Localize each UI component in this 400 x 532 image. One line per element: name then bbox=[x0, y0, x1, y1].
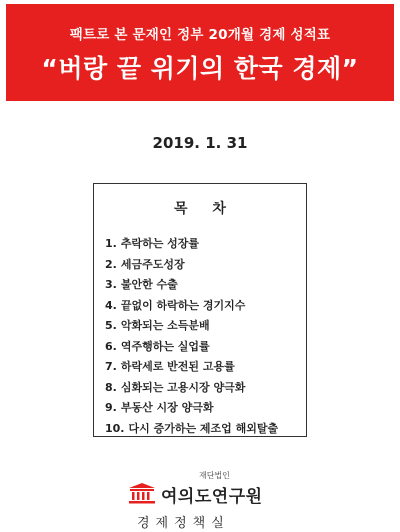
toc-item-label: 심화되는 고용시장 양극화 bbox=[120, 380, 246, 394]
toc-item-number: 3. bbox=[105, 278, 117, 291]
toc-item bbox=[105, 378, 278, 399]
toc-item-label: 부동산 시장 양극화 bbox=[120, 401, 214, 414]
toc-item bbox=[105, 296, 278, 317]
toc-item bbox=[105, 419, 278, 440]
toc-item-number: 1. bbox=[105, 237, 117, 250]
logo-department: 경제정책실 bbox=[137, 516, 230, 531]
logo-foundation-label: 재단법인 bbox=[199, 471, 230, 480]
toc-item bbox=[105, 275, 278, 296]
toc-item-number: 4. bbox=[105, 298, 117, 312]
toc-item-number: 5. bbox=[105, 319, 117, 332]
toc-item-number: 9. bbox=[105, 401, 117, 414]
toc-item-number: 6. bbox=[105, 339, 117, 353]
title-banner bbox=[6, 4, 394, 101]
toc-heading: 목 차 bbox=[174, 201, 236, 217]
toc-item-number: 2. bbox=[105, 257, 117, 271]
report-subtitle: 팩트로 본 문재인 정부 20개월 경제 성적표 bbox=[69, 27, 331, 43]
toc-item-label: 다시 증가하는 제조업 해외탈출 bbox=[128, 421, 279, 435]
toc-list bbox=[105, 234, 278, 439]
report-title: “버랑 끝 위기의 한국 경제” bbox=[41, 54, 359, 83]
toc-item-label: 끝없이 하락하는 경기지수 bbox=[120, 298, 246, 312]
toc-item bbox=[105, 234, 278, 255]
institute-logo bbox=[127, 470, 277, 532]
toc-item-label: 악화되는 소득분배 bbox=[120, 319, 210, 332]
toc-item-label: 추락하는 성장률 bbox=[120, 237, 200, 250]
toc-item-label: 역주행하는 실업률 bbox=[120, 339, 210, 353]
toc-item bbox=[105, 255, 278, 276]
toc-item bbox=[105, 316, 278, 337]
toc-item-number: 8. bbox=[105, 380, 117, 394]
toc-item-number: 7. bbox=[105, 360, 117, 373]
pillars-emblem-icon bbox=[127, 482, 157, 504]
toc-item-number: 10. bbox=[105, 421, 125, 435]
toc-item-label: 불안한 수출 bbox=[120, 278, 178, 291]
toc-item-label: 하락세로 반전된 고용률 bbox=[120, 360, 235, 373]
report-date: 2019. 1. 31 bbox=[152, 134, 248, 152]
toc-item bbox=[105, 357, 278, 378]
table-of-contents bbox=[93, 183, 307, 437]
logo-institute-name: 여의도연구원 bbox=[161, 487, 263, 507]
toc-item-label: 세금주도성장 bbox=[120, 257, 185, 271]
toc-item bbox=[105, 398, 278, 419]
toc-item bbox=[105, 337, 278, 358]
